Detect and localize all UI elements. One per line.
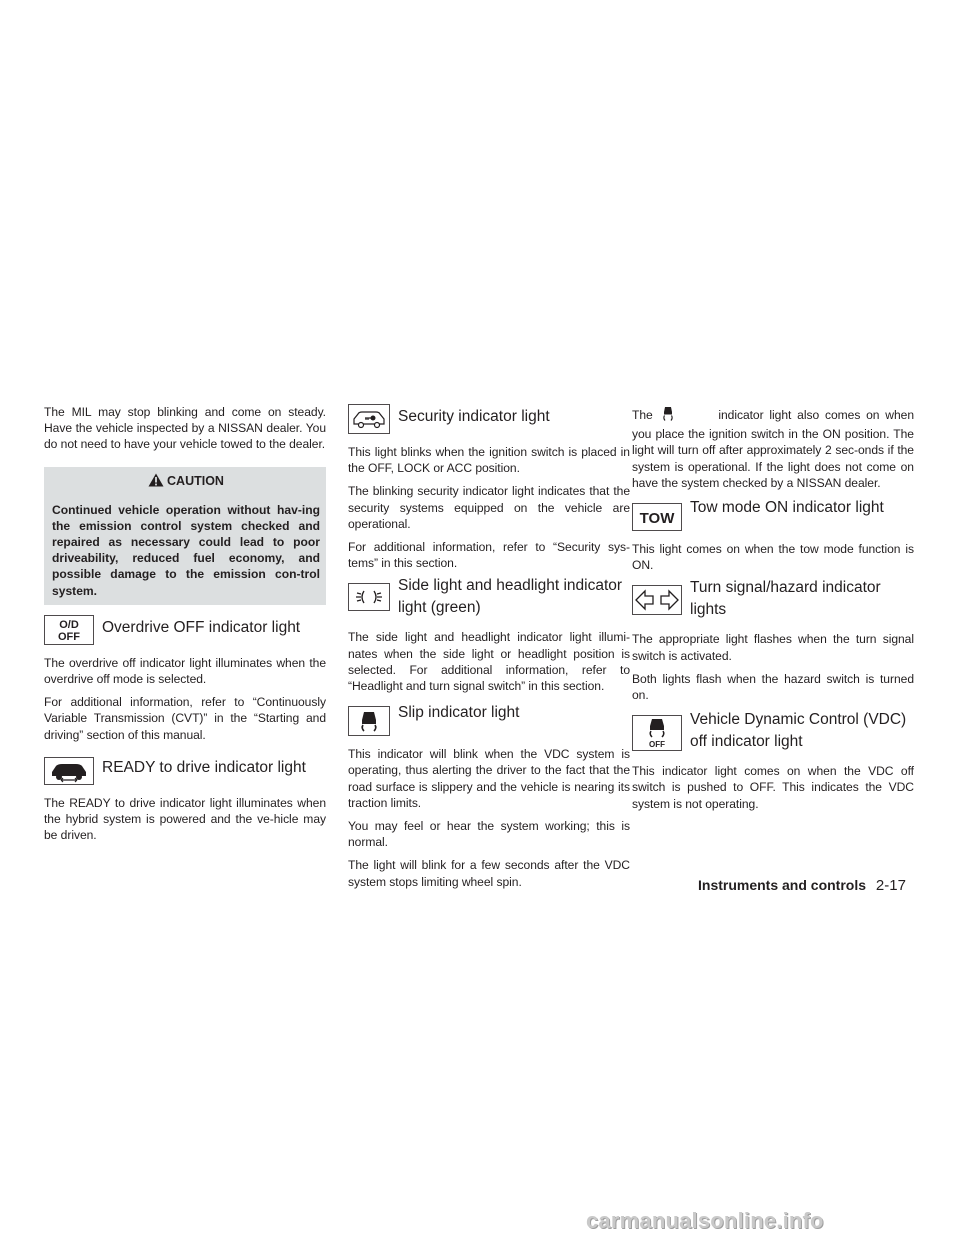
vdc-off-paragraph: This indicator light comes on when the VDC off switch is pushed to OFF. This indicates the VDC system is not operating. — [632, 764, 914, 811]
slip-paragraph-1: This indicator will blink when the VDC system is operating, thus alerting the driver to the fact that the road surface is slippery and the vehicle is nearing its traction limits. — [348, 747, 630, 810]
ready-heading — [44, 755, 326, 785]
caution-title: CAUTION — [167, 474, 224, 489]
intro-paragraph: The MIL may stop blinking and come on steady. Have the vehicle inspected by a NISSAN dealer. You do not need to have your vehicle towed to the dealer. — [44, 405, 326, 452]
the-word: The — [632, 408, 653, 422]
turn-signal-heading — [632, 579, 914, 621]
tow-icon — [632, 503, 682, 531]
turn-signal-paragraph-2: Both lights flash when the hazard switch is turned on. — [632, 671, 914, 703]
site-watermark: carmanualsonline.info — [586, 1208, 824, 1233]
side-light-icon — [348, 583, 390, 611]
slip-paragraph-3: The light will blink for a few seconds after the VDC system stops limiting wheel spin. — [348, 858, 630, 889]
column-1 — [44, 404, 326, 850]
slip-inline-icon — [661, 406, 675, 426]
side-light-paragraph: The side light and headlight indicator light illumi-nates when the side light or headlight position is selected. For additional information, refer to “Headlight and turn signal switch” in this section. — [348, 630, 630, 694]
slip-continued-paragraph — [632, 406, 914, 491]
ready-car-icon — [44, 757, 94, 785]
warning-triangle-icon — [148, 473, 164, 490]
tow-title: Tow mode ON indicator light — [690, 499, 884, 517]
footer-page-number: 2-17 — [875, 877, 906, 894]
vdc-icon-text: OFF — [649, 740, 665, 750]
od-icon-line1: O/D — [59, 618, 79, 631]
turn-signal-arrows-icon — [632, 585, 682, 615]
side-light-heading — [348, 577, 630, 619]
overdrive-off-heading — [44, 613, 326, 645]
overdrive-paragraph-2: For additional information, refer to “Continuously Variable Transmission (CVT)” in the “Starting and driving” section of this manual. — [44, 695, 326, 742]
turn-signal-title: Turn signal/hazard indicator lights — [690, 579, 881, 619]
slip-indicator-icon — [348, 706, 390, 736]
tow-paragraph: This light comes on when the tow mode function is ON. — [632, 542, 914, 573]
slip-continued-text: indicator light also comes on when you place the ignition switch in the ON position. The light will turn off after approximately 2 sec-onds if the system is operational. If the light does not come on have the system checked by a NISSAN dealer. — [632, 408, 914, 490]
tow-heading — [632, 501, 914, 531]
caution-box — [44, 467, 326, 605]
slip-paragraph-2: You may feel or hear the system working; this is normal. — [348, 819, 630, 850]
security-car-key-icon — [348, 404, 390, 434]
security-paragraph-1: This light blinks when the ignition switch is placed in the OFF, LOCK or ACC position. — [348, 445, 630, 476]
overdrive-off-icon — [44, 615, 94, 645]
column-2 — [348, 402, 630, 897]
tow-icon-text: TOW — [639, 510, 675, 528]
slip-title: Slip indicator light — [398, 704, 520, 722]
security-paragraph-2: The blinking security indicator light indicates that the security systems equipped on the vehicle are operational. — [348, 484, 630, 531]
security-heading — [348, 402, 630, 434]
turn-signal-paragraph-1: The appropriate light flashes when the turn signal switch is activated. — [632, 632, 914, 663]
od-icon-line2: OFF — [58, 630, 80, 643]
caution-header — [52, 473, 320, 490]
ready-paragraph: The READY to drive indicator light illuminates when the hybrid system is powered and the ve-hicle may be driven. — [44, 795, 326, 843]
side-light-title: Side light and headlight indicator light (green) — [398, 577, 623, 617]
vdc-off-icon — [632, 715, 682, 751]
overdrive-paragraph-1: The overdrive off indicator light illuminates when the overdrive off mode is selected. — [44, 655, 326, 687]
page-footer — [698, 877, 918, 894]
overdrive-off-title: Overdrive OFF indicator light — [102, 618, 301, 636]
vdc-off-heading — [632, 713, 914, 753]
security-title: Security indicator light — [398, 408, 550, 425]
column-3 — [632, 406, 914, 819]
security-paragraph-3: For additional information, refer to “Security sys-tems” in this section. — [348, 540, 630, 571]
caution-text: Continued vehicle operation without hav-ing the emission control system checked and repaired as necessary could lead to poor driveability, reduced fuel economy, and possible damage to the emission con-trol system. — [52, 502, 320, 598]
footer-section-title: Instruments and controls — [698, 877, 867, 893]
ready-title: READY to drive indicator light — [102, 758, 306, 776]
slip-heading — [348, 704, 630, 736]
vdc-off-title: Vehicle Dynamic Control (VDC) off indicator light — [690, 711, 907, 751]
